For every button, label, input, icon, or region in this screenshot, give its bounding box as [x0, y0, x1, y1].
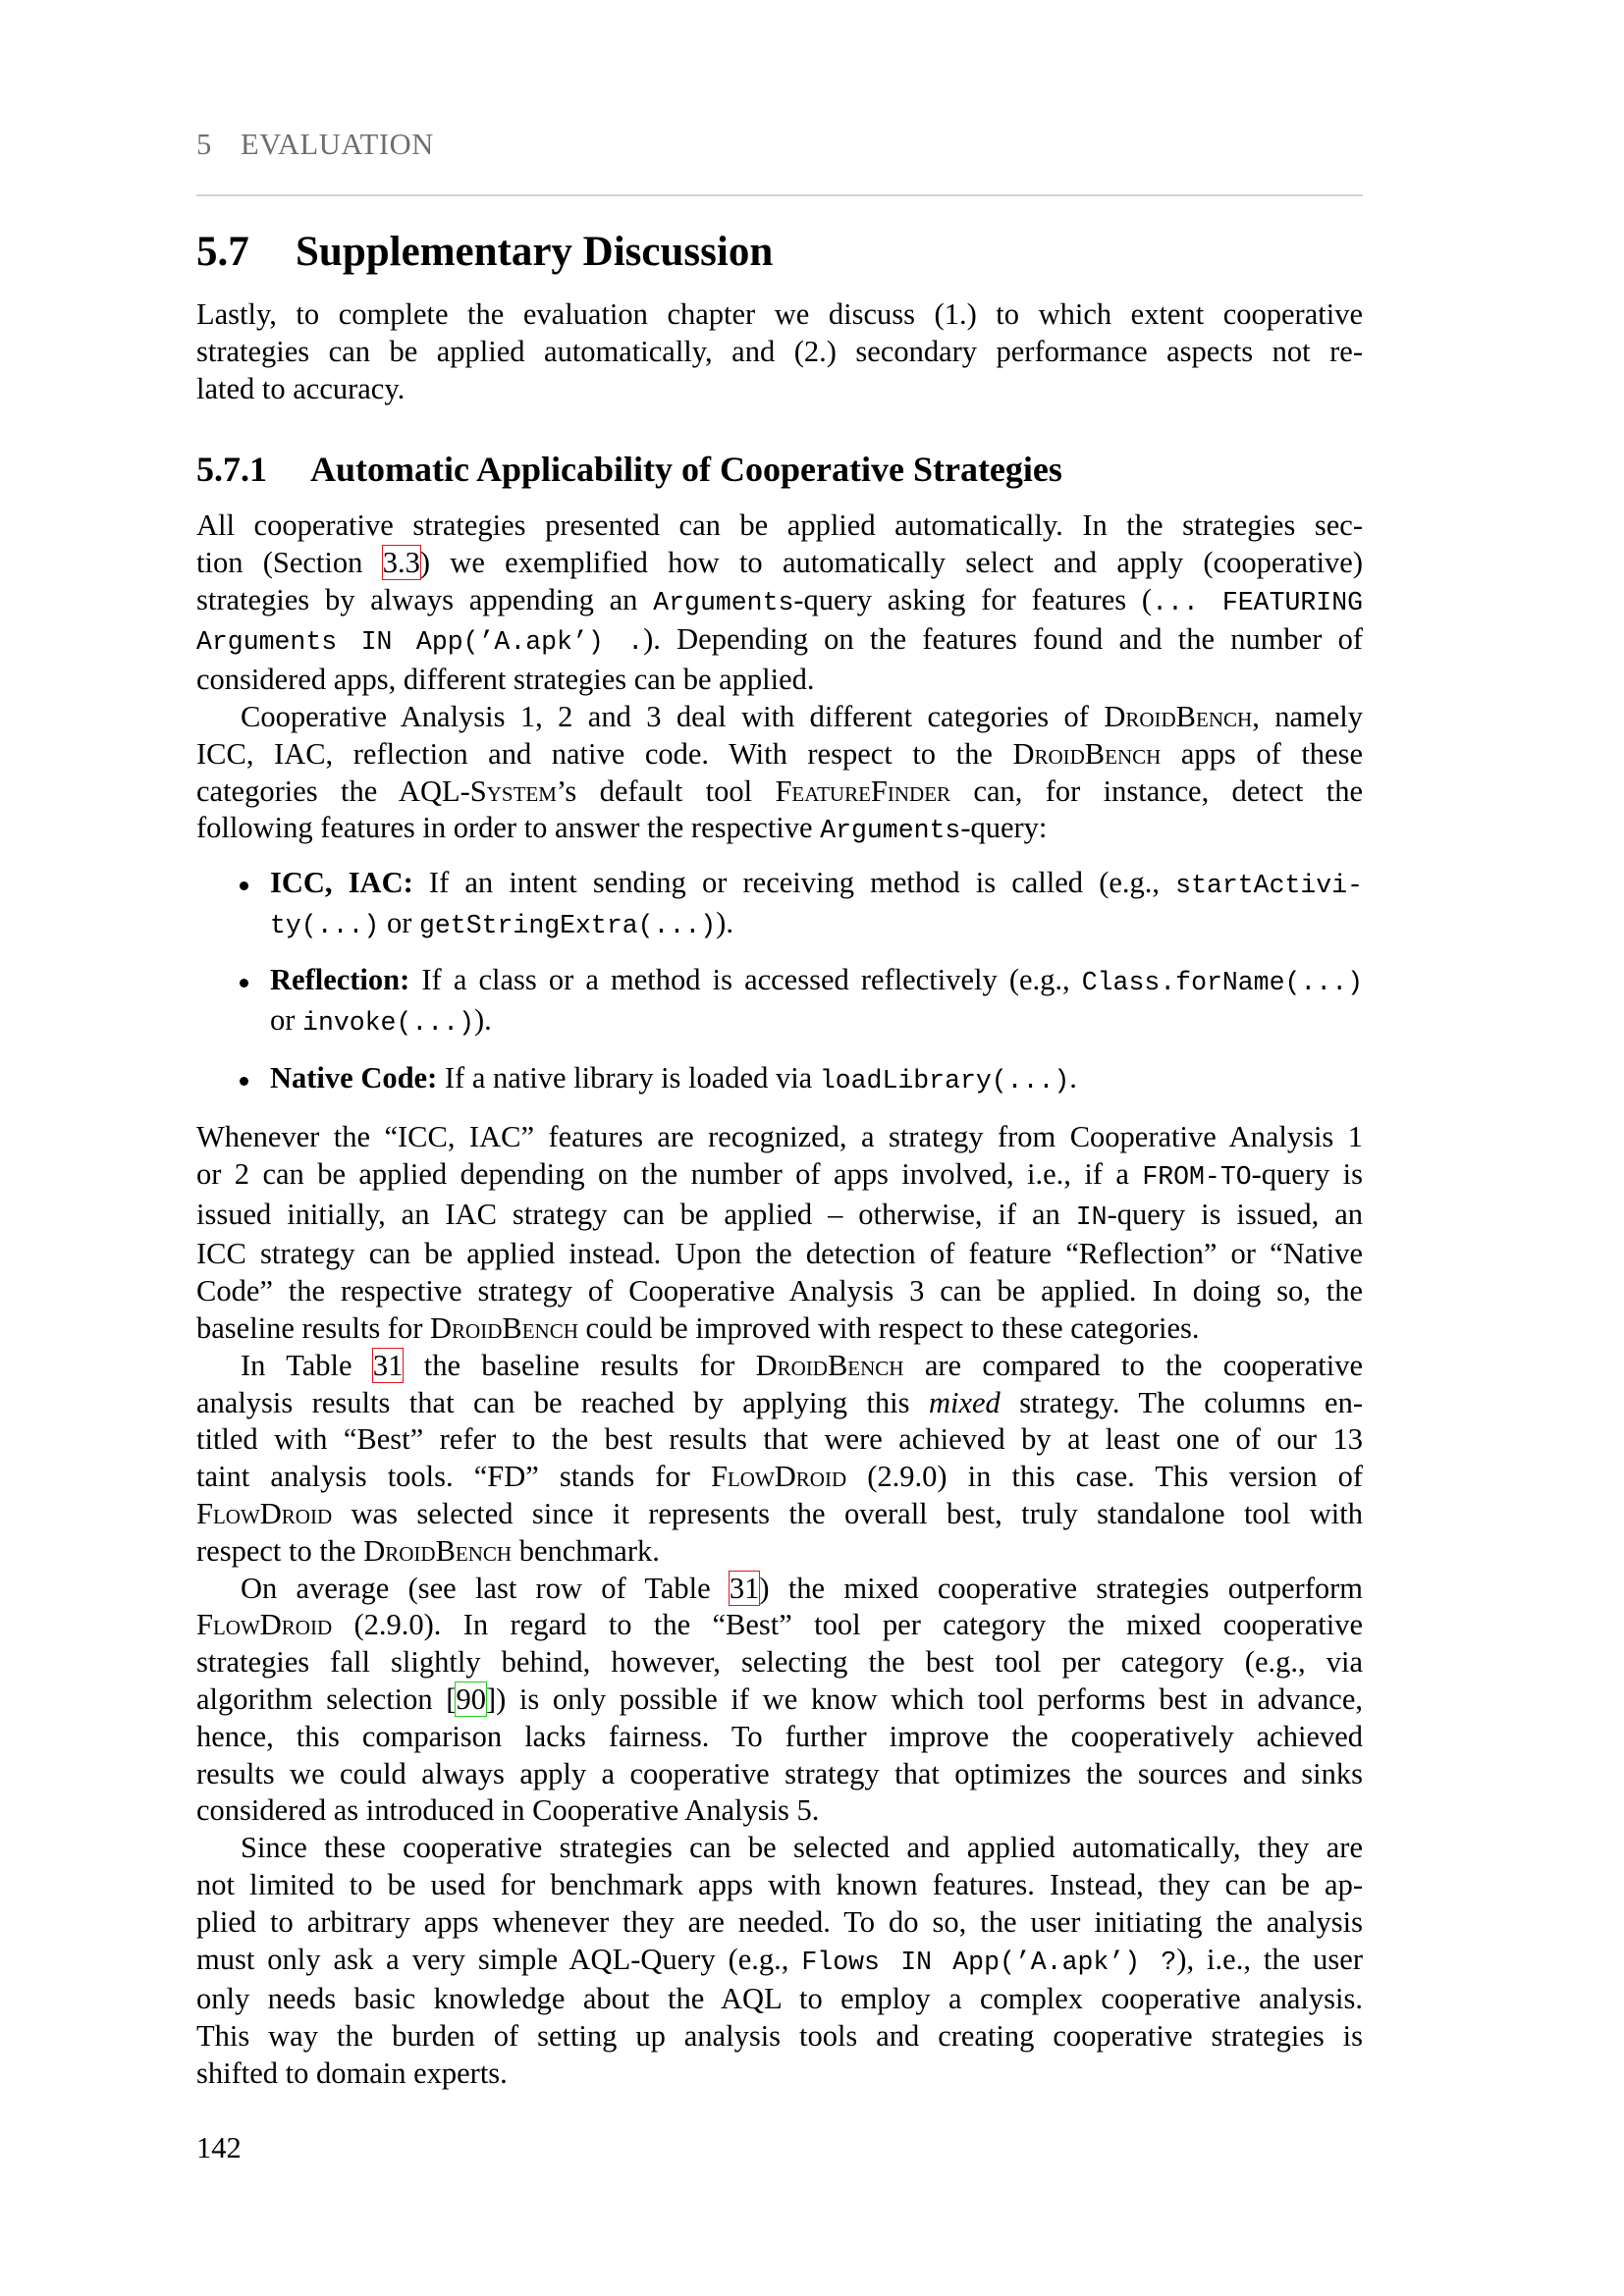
text-line	[196, 507, 1363, 545]
text-line	[196, 1197, 1363, 1237]
bullet-marker	[240, 881, 248, 890]
text-run: ICC strategy can be applied instead. Upon the detection of feature “Reflection” or “Native	[196, 1237, 1363, 1271]
text-line	[196, 1459, 1363, 1496]
text-run: issued initially, an IAC strategy can be applied – otherwise, if an	[196, 1197, 1076, 1231]
text-line	[196, 736, 1363, 774]
text-line	[196, 1348, 1363, 1385]
inline-code: startActivi-	[1175, 871, 1364, 900]
text-line	[196, 1421, 1363, 1459]
intro-paragraph	[196, 296, 1363, 407]
feature-list-item-icc-iac	[196, 865, 1363, 945]
text-run: baseline results for	[196, 1310, 430, 1345]
text-line	[196, 1571, 1363, 1608]
list-item-text	[270, 1060, 1363, 1100]
text-run: .	[1069, 1061, 1077, 1095]
citation-link[interactable]: 90	[456, 1682, 486, 1716]
text-line	[196, 1310, 1363, 1348]
text-run: ).	[716, 905, 733, 939]
text-line	[196, 1719, 1363, 1756]
body-text-flow	[196, 507, 1363, 850]
text-line	[270, 1060, 1363, 1100]
cross-reference-link[interactable]: 3.3	[382, 545, 420, 579]
text-line	[270, 865, 1363, 905]
header-rule	[196, 194, 1363, 196]
text-line	[196, 1607, 1363, 1644]
feature-list-item-native-code	[196, 1060, 1363, 1100]
text-line	[196, 1119, 1363, 1156]
text-line	[196, 1156, 1363, 1197]
text-run: following features in order to answer the respective	[196, 811, 821, 845]
text-run: On average (see last row of Table	[241, 1571, 730, 1605]
text-run: -query asking for features (	[793, 582, 1153, 616]
text-run: or	[379, 905, 419, 939]
text-run: If an intent sending or receiving method is called (e.g.,	[412, 866, 1176, 899]
chapter-title: EVALUATION	[241, 128, 434, 161]
text-run: lated to accuracy.	[196, 371, 406, 405]
text-run: Whenever the “ICC, IAC” features are recognized, a strategy from Cooperative Analysis 1	[196, 1120, 1363, 1153]
text-line	[196, 296, 1363, 334]
text-run: ’s default tool	[556, 774, 776, 808]
cross-reference-link[interactable]: 31	[729, 1571, 760, 1605]
text-run: All cooperative strategies presented can be applied automatically. In the strategies sec-	[196, 508, 1363, 542]
text-run: If a native library is loaded via	[437, 1061, 820, 1095]
cross-reference-link[interactable]: 31	[372, 1348, 404, 1382]
tool-name: DroidBench	[755, 1348, 904, 1382]
text-run: the baseline results for	[403, 1348, 756, 1382]
tool-name: FeatureFinder	[775, 774, 951, 808]
text-run: categories the AQL-	[196, 774, 470, 808]
section-number: 5.7	[196, 229, 249, 275]
text-run: analysis results that can be reached by applying this	[196, 1385, 929, 1419]
text-line	[196, 1385, 1363, 1422]
text-run: ICC, IAC, reflection and native code. With respect to the	[196, 736, 1013, 771]
text-run: , namely	[1252, 699, 1363, 733]
text-run: Code” the respective strategy of Cooperative Analysis 3 can be applied. In doing so, the	[196, 1274, 1363, 1308]
feature-list-item-reflection	[196, 962, 1363, 1042]
text-line	[196, 1644, 1363, 1682]
inline-code: loadLibrary(...)	[819, 1066, 1070, 1095]
page-number: 142	[196, 2131, 242, 2164]
text-run: ), i.e., the user	[1176, 1942, 1364, 1976]
body-text-flow	[196, 1119, 1363, 2093]
text-run: ). Depending on the features found and the number of	[643, 622, 1363, 657]
item-label: Native Code:	[270, 1061, 438, 1095]
droidbench-categories-paragraph	[196, 699, 1363, 850]
text-run: hence, this comparison lacks fairness. To further improve the cooperatively achieved	[196, 1719, 1363, 1753]
text-line	[196, 1236, 1363, 1273]
text-run: Cooperative Analysis 1, 2 and 3 deal with different categories of	[241, 699, 1105, 733]
text-line	[196, 699, 1363, 736]
chapter-number: 5	[196, 128, 212, 161]
text-run: ) we exemplified how to automatically select and apply (cooperative)	[419, 545, 1363, 579]
bullet-marker	[240, 979, 248, 988]
text-line	[196, 810, 1363, 850]
table-comparison-paragraph	[196, 1348, 1363, 1571]
text-line	[196, 1981, 1363, 2018]
inline-code: ty(...)	[270, 910, 380, 940]
subsection-number: 5.7.1	[196, 450, 267, 489]
text-line	[196, 1533, 1363, 1571]
text-run: (2.9.0) in this case. This version of	[846, 1460, 1364, 1494]
text-line	[270, 962, 1363, 1002]
text-run: algorithm selection [	[196, 1682, 457, 1716]
text-line	[196, 2056, 1363, 2093]
text-line	[270, 1002, 1363, 1042]
tool-name: FlowDroid	[196, 1496, 333, 1530]
text-run: In Table	[241, 1348, 373, 1382]
tool-name: DroidBench	[363, 1533, 513, 1568]
inline-code: Class.forName(...)	[1081, 968, 1363, 997]
text-line	[196, 1830, 1363, 1867]
text-run: tion (Section	[196, 545, 383, 579]
text-run: strategy. The columns en-	[1000, 1385, 1364, 1419]
text-run: taint analysis tools. “FD” stands for	[196, 1460, 711, 1494]
automatic-applicability-paragraph	[196, 507, 1363, 699]
inline-code: Arguments	[820, 816, 961, 846]
tool-name: FlowDroid	[710, 1460, 847, 1494]
text-line	[196, 2018, 1363, 2056]
section-title: Supplementary Discussion	[296, 229, 774, 275]
inline-code: FROM-TO	[1142, 1161, 1252, 1192]
text-run: results we could always apply a cooperative strategy that optimizes the sources and sinks	[196, 1756, 1363, 1790]
text-run: strategies fall slightly behind, however, selecting the best tool per category (e.g., via	[196, 1645, 1363, 1680]
tool-name: System	[469, 774, 557, 808]
text-run: shifted to domain experts.	[196, 2056, 508, 2090]
text-run: not limited to be used for benchmark apps with known features. Instead, they can be ap-	[196, 1867, 1363, 1901]
text-run: can, for instance, detect the	[950, 774, 1363, 808]
inline-code: getStringExtra(...)	[419, 910, 717, 940]
text-run: or	[270, 1002, 303, 1037]
text-run: could be improved with respect to these categories.	[577, 1310, 1200, 1345]
text-run: Lastly, to complete the evaluation chapter we discuss (1.) to which extent cooperative	[196, 297, 1363, 331]
item-label: ICC, IAC:	[270, 866, 413, 899]
tool-name: FlowDroid	[196, 1608, 333, 1642]
text-run: respect to the	[196, 1533, 364, 1568]
text-run: strategies can be applied automatically, and (2.) secondary performance aspects not re-	[196, 334, 1363, 368]
text-run: benchmark.	[512, 1533, 660, 1568]
text-run: Since these cooperative strategies can be selected and applied automatically, they are	[241, 1831, 1363, 1865]
text-run: ).	[473, 1002, 492, 1037]
text-line	[196, 1867, 1363, 1904]
text-run: apps of these	[1161, 736, 1363, 771]
subsection-title: Automatic Applicability of Cooperative Strategies	[310, 450, 1062, 489]
text-run: ) the mixed cooperative strategies outperform	[759, 1571, 1363, 1605]
text-line	[196, 774, 1363, 811]
text-line	[196, 582, 1363, 622]
average-results-paragraph	[196, 1571, 1363, 1831]
text-run: are compared to the cooperative	[903, 1348, 1363, 1382]
text-line	[196, 1904, 1363, 1942]
text-run: only needs basic knowledge about the AQL to employ a complex cooperative analysis.	[196, 1982, 1363, 2016]
emphasis: mixed	[928, 1385, 1001, 1419]
text-run: ]) is only possible if we know which tool performs best in advance,	[485, 1682, 1363, 1716]
text-line	[196, 1682, 1363, 1719]
inline-code: Arguments IN App(’A.apk’) .	[196, 627, 644, 658]
item-label: Reflection:	[270, 963, 410, 996]
list-item-text	[270, 962, 1363, 1042]
arbitrary-apps-paragraph	[196, 1830, 1363, 2093]
text-line	[270, 905, 1363, 945]
text-line	[196, 334, 1363, 371]
tool-name: DroidBench	[1104, 699, 1253, 733]
text-run: strategies by always appending an	[196, 582, 654, 616]
text-line	[196, 1792, 1363, 1830]
text-line	[196, 1273, 1363, 1310]
text-line	[196, 371, 1363, 408]
text-run: If a class or a method is accessed reflectively (e.g.,	[409, 963, 1082, 996]
text-run: considered apps, different strategies can be applied.	[196, 663, 815, 697]
text-line	[196, 662, 1363, 699]
list-item-text	[270, 865, 1363, 945]
text-run: titled with “Best” refer to the best results that were achieved by at least one of our 13	[196, 1422, 1363, 1457]
subsection-heading	[196, 449, 1363, 490]
running-header	[196, 127, 1363, 164]
inline-code: ... FEATURING	[1152, 587, 1363, 617]
text-line	[196, 1496, 1363, 1533]
text-run: plied to arbitrary apps whenever they are needed. To do so, the user initiating the analysis	[196, 1904, 1363, 1939]
tool-name: DroidBench	[1012, 736, 1162, 771]
feature-recognition-paragraph	[196, 1119, 1363, 1348]
text-run: or 2 can be applied depending on the number of apps involved, i.e., if a	[196, 1156, 1143, 1191]
text-line	[196, 1756, 1363, 1793]
bullet-marker	[240, 1077, 248, 1086]
text-run: This way the burden of setting up analysis tools and creating cooperative strategies is	[196, 2019, 1363, 2054]
text-run: -query:	[960, 811, 1048, 845]
inline-code: Arguments	[653, 587, 794, 617]
inline-code: Flows IN App(’A.apk’) ?	[801, 1947, 1177, 1977]
text-run: -query is	[1251, 1156, 1363, 1191]
text-run: -query is issued, an	[1107, 1197, 1364, 1231]
inline-code: IN	[1075, 1201, 1108, 1232]
text-run: considered as introduced in Cooperative Analysis 5.	[196, 1793, 820, 1828]
text-run: was selected since it represents the overall best, truly standalone tool with	[332, 1496, 1363, 1530]
section-heading	[196, 228, 1363, 277]
text-line	[196, 1942, 1363, 1982]
text-run: must only ask a very simple AQL-Query (e.g.,	[196, 1942, 802, 1976]
inline-code: invoke(...)	[302, 1007, 474, 1038]
text-run: (2.9.0). In regard to the “Best” tool per category the mixed cooperative	[332, 1608, 1363, 1642]
tool-name: DroidBench	[430, 1310, 578, 1345]
text-line	[196, 621, 1363, 662]
text-line	[196, 545, 1363, 582]
